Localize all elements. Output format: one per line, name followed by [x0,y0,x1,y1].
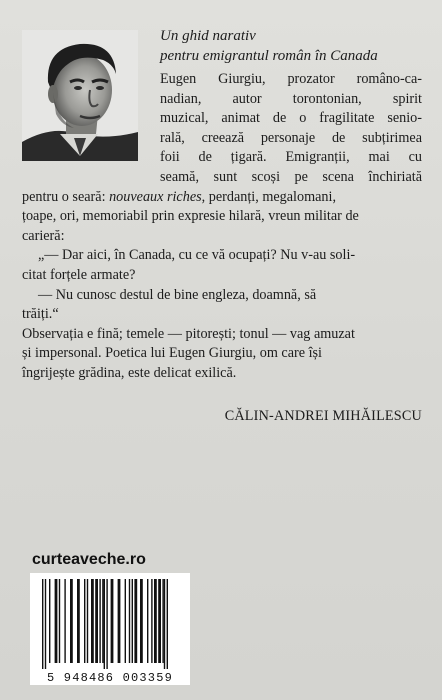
blurb-line: rală, creează personaje de subțirimea [160,129,422,146]
tagline-line-2: pentru emigrantul român în Canada [160,48,378,64]
blurb-line: muzical, animat de o fragilitate senio- [160,110,422,127]
blurb-italic-phrase: nouveaux riches [109,188,202,205]
barcode-guard-bar [45,579,46,669]
barcode-bar [102,579,103,663]
barcode-bar [77,579,80,663]
barcode-guard-bar [106,579,107,669]
blurb-line: „— Dar aici, în Canada, cu ce vă ocupați? Nu v-au soli- [38,247,356,264]
blurb-line: nadian, autor torontonian, spirit [160,90,422,107]
blurb-line: Eugen Giurgiu, prozator româno-ca- [160,71,422,87]
blurb-line [22,188,422,208]
barcode-bars [30,573,190,673]
barcode-bar [140,579,143,663]
barcode-bar [99,579,100,663]
blurb-line: carieră: [22,227,65,244]
barcode-bar [151,579,152,663]
barcode-bar [147,579,148,663]
publisher-url: curteaveche.ro [32,551,146,568]
barcode-guard-bar [42,579,43,669]
blurb-line: țoape, ori, memoriabil prin expresie hilară, vreun militar de [22,208,359,225]
barcode-guard-bar [104,579,105,669]
blurb-line: citat forțele armate? [22,266,136,283]
barcode-bar [162,579,163,663]
blurb-text [22,70,422,384]
blurb-line: trăiți.“ [22,306,59,323]
barcode-bar [132,579,133,663]
barcode-bar [95,579,98,663]
barcode-bar [125,579,126,663]
blurb-line: îngrijește grădina, este delicat exilică. [22,364,237,381]
barcode-bar [59,579,60,663]
blurb-fragment: pentru o seară: [22,188,110,205]
barcode-bar [49,579,50,663]
blurb-line: seamă, sunt scoși pe scena închiriată [160,168,422,185]
barcode-bar [84,579,85,663]
blurb-fragment: , perdanți, megalomani, [201,188,337,205]
tagline-line-1: Un ghid narativ [160,28,256,44]
barcode-bar [91,579,94,663]
barcode-bar [64,579,65,663]
blurb-line: — Nu cunosc destul de bine engleza, doamnă, să [38,286,317,303]
barcode-bar [70,579,73,663]
barcode-bar [55,579,58,663]
barcode-bar [118,579,121,663]
barcode-bar [154,579,157,663]
barcode-bar [134,579,137,663]
blurb-line: Observația e fină; temele — pitorești; tonul — vag amuzat [22,325,355,342]
barcode-bar [87,579,88,663]
isbn-barcode [30,573,190,685]
blurb-line: foii de țigară. Emigranții, mai cu [160,149,422,166]
barcode-bar [111,579,114,663]
barcode-bar [158,579,161,663]
tagline [160,26,422,66]
barcode-guard-bar [164,579,165,669]
critic-signature: CĂLIN-ANDREI MIHĂILESCU [224,408,422,424]
barcode-guard-bar [167,579,168,669]
blurb-line: și impersonal. Poetica lui Eugen Giurgiu, om care își [22,345,322,362]
barcode-bar [129,579,130,663]
barcode-digits: 5 948486 003359 [46,671,174,685]
